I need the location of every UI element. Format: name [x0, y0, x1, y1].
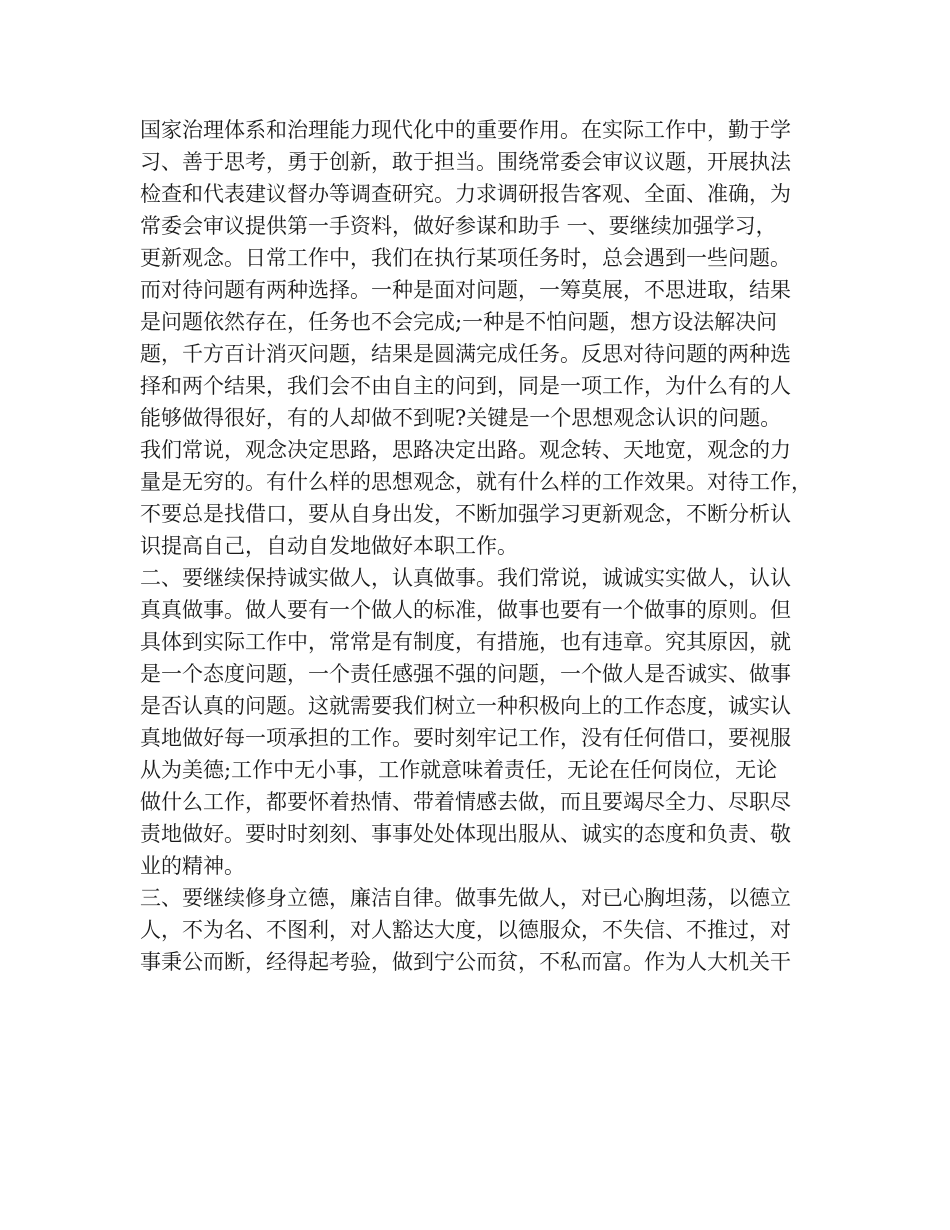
text-line: 而对待问题有两种选择。一种是面对问题，一筹莫展，不思进取，结果	[140, 278, 791, 302]
text-line: 量是无穷的。有什么样的思想观念，就有什么样的工作效果。对待工作，	[140, 470, 812, 494]
text-line: 是一个态度问题，一个责任感强不强的问题，一个做人是否诚实、做事	[140, 662, 791, 686]
text-line: 题，千方百计消灭问题，结果是圆满完成任务。反思对待问题的两种选	[140, 342, 791, 366]
text-line: 不要总是找借口，要从自身出发，不断加强学习更新观念，不断分析认	[140, 502, 791, 526]
text-line: 识提高自己，自动自发地做好本职工作。	[140, 534, 518, 558]
text-line: 常委会审议提供第一手资料，做好参谋和助手 一、要继续加强学习，	[140, 214, 777, 238]
text-line: 真真做事。做人要有一个做人的标准，做事也要有一个做事的原则。但	[140, 598, 791, 622]
text-line: 能够做得很好，有的人却做不到呢?关键是一个思想观念认识的问题。	[140, 406, 782, 430]
text-line: 是否认真的问题。这就需要我们树立一种积极向上的工作态度，诚实认	[140, 694, 791, 718]
text-line: 国家治理体系和治理能力现代化中的重要作用。在实际工作中，勤于学	[140, 118, 791, 142]
body-text	[140, 114, 830, 978]
text-line: 我们常说，观念决定思路，思路决定出路。观念转、天地宽，观念的力	[140, 438, 791, 462]
text-line: 具体到实际工作中，常常是有制度，有措施，也有违章。究其原因，就	[140, 630, 791, 654]
text-line: 是问题依然存在，任务也不会完成;一种是不怕问题，想方设法解决问	[140, 310, 778, 334]
section-heading-line: 三、要继续修身立德，廉洁自律。做事先做人，对已心胸坦荡，以德立	[140, 886, 791, 910]
text-line: 择和两个结果，我们会不由自主的问到，同是一项工作，为什么有的人	[140, 374, 791, 398]
text-line: 责地做好。要时时刻刻、事事处处体现出服从、诚实的态度和负责、敬	[140, 822, 791, 846]
section-heading-line: 二、要继续保持诚实做人，认真做事。我们常说，诚诚实实做人，认认	[140, 566, 791, 590]
text-line: 从为美德;工作中无小事，工作就意味着责任，无论在任何岗位，无论	[140, 758, 778, 782]
text-line: 人，不为名、不图利，对人豁达大度，以德服众，不失信、不推过，对	[140, 918, 791, 942]
text-line: 事秉公而断，经得起考验，做到宁公而贫，不私而富。作为人大机关干	[140, 950, 791, 974]
text-line: 真地做好每一项承担的工作。要时刻牢记工作，没有任何借口，要视服	[140, 726, 791, 750]
text-line: 业的精神。	[140, 854, 245, 878]
text-line: 检查和代表建议督办等调查研究。力求调研报告客观、全面、准确，为	[140, 182, 791, 206]
text-line: 更新观念。日常工作中，我们在执行某项任务时，总会遇到一些问题。	[140, 246, 791, 270]
text-line: 做什么工作，都要怀着热情、带着情感去做，而且要竭尽全力、尽职尽	[140, 790, 791, 814]
text-line: 习、善于思考，勇于创新，敢于担当。围绕常委会审议议题，开展执法	[140, 150, 791, 174]
